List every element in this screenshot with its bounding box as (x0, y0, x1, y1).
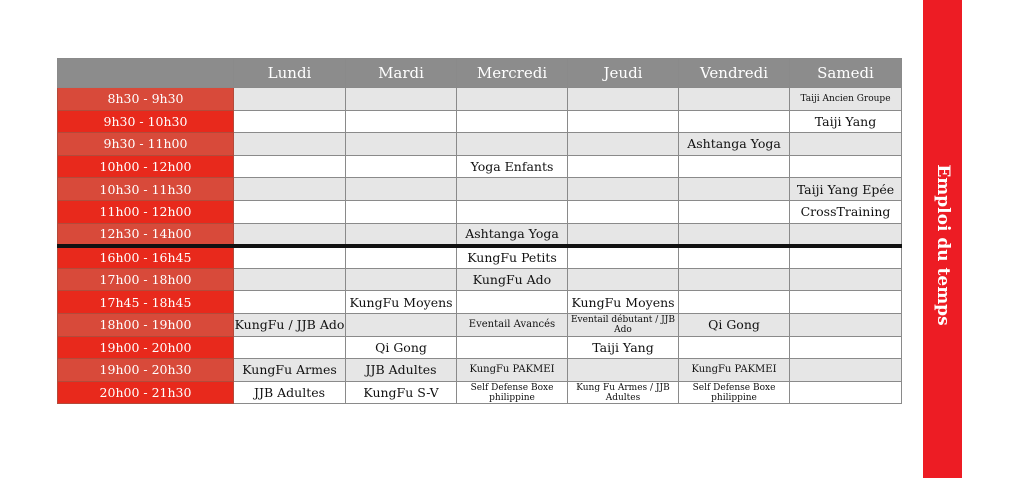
schedule-cell: Taiji Yang (568, 336, 679, 359)
schedule-cell (234, 200, 346, 223)
schedule-cell (234, 133, 346, 156)
table-row (58, 110, 902, 133)
schedule-cell: Qi Gong (679, 313, 790, 336)
table-row (58, 133, 902, 156)
day-header: Mercredi (457, 59, 568, 88)
table-row (58, 223, 902, 246)
schedule-cell (568, 110, 679, 133)
schedule-cell (568, 359, 679, 382)
schedule-cell (790, 359, 902, 382)
schedule-cell (568, 133, 679, 156)
schedule-cell (457, 133, 568, 156)
schedule-cell (790, 223, 902, 246)
schedule-cell (790, 133, 902, 156)
schedule-cell: KungFu / JJB Ado (234, 313, 346, 336)
schedule-cell (457, 178, 568, 201)
day-header: Lundi (234, 59, 346, 88)
schedule-cell (346, 133, 457, 156)
schedule-cell (346, 110, 457, 133)
time-slot: 20h00 - 21h30 (58, 381, 234, 404)
schedule-cell (346, 246, 457, 269)
schedule-cell (346, 155, 457, 178)
schedule-cell (234, 223, 346, 246)
schedule-cell (457, 336, 568, 359)
time-slot: 17h45 - 18h45 (58, 291, 234, 314)
time-slot: 9h30 - 10h30 (58, 110, 234, 133)
schedule-cell: Taiji Ancien Groupe (790, 88, 902, 111)
day-header: Samedi (790, 59, 902, 88)
page-title: Emploi du temps (932, 164, 953, 326)
schedule-cell (234, 268, 346, 291)
schedule-cell (234, 110, 346, 133)
schedule-cell (790, 291, 902, 314)
day-header: Jeudi (568, 59, 679, 88)
schedule-cell: Qi Gong (346, 336, 457, 359)
schedule-cell: KungFu Ado (457, 268, 568, 291)
schedule-cell: Taiji Yang Epée (790, 178, 902, 201)
schedule-cell (346, 200, 457, 223)
schedule-cell: KungFu Armes (234, 359, 346, 382)
schedule-cell: KungFu S-V (346, 381, 457, 404)
schedule-cell (568, 268, 679, 291)
schedule-cell (234, 88, 346, 111)
schedule-cell (679, 268, 790, 291)
schedule-cell: CrossTraining (790, 200, 902, 223)
schedule-cell (457, 291, 568, 314)
table-row (58, 291, 902, 314)
table-row (58, 336, 902, 359)
schedule-cell (790, 313, 902, 336)
schedule-cell: Self Defense Boxe philippine (457, 381, 568, 404)
schedule-cell (568, 88, 679, 111)
schedule-cell (568, 246, 679, 269)
schedule-cell: Yoga Enfants (457, 155, 568, 178)
schedule-cell (346, 88, 457, 111)
schedule-cell (790, 155, 902, 178)
time-slot: 9h30 - 11h00 (58, 133, 234, 156)
time-slot: 8h30 - 9h30 (58, 88, 234, 111)
schedule-cell (790, 336, 902, 359)
schedule-cell: KungFu Moyens (346, 291, 457, 314)
table-row (58, 88, 902, 111)
schedule-cell: Ashtanga Yoga (457, 223, 568, 246)
time-slot: 17h00 - 18h00 (58, 268, 234, 291)
schedule-cell: KungFu Petits (457, 246, 568, 269)
table-row (58, 268, 902, 291)
time-slot: 16h00 - 16h45 (58, 246, 234, 269)
header-corner (58, 59, 234, 88)
sidebar-banner (923, 0, 962, 478)
schedule-cell: Ashtanga Yoga (679, 133, 790, 156)
schedule-cell (679, 200, 790, 223)
schedule-cell: Taiji Yang (790, 110, 902, 133)
schedule-cell (234, 336, 346, 359)
day-header: Mardi (346, 59, 457, 88)
schedule-table (57, 58, 902, 404)
schedule-cell (679, 178, 790, 201)
time-slot: 19h00 - 20h30 (58, 359, 234, 382)
schedule-cell (234, 246, 346, 269)
time-slot: 10h30 - 11h30 (58, 178, 234, 201)
header-row (58, 59, 902, 88)
time-slot: 18h00 - 19h00 (58, 313, 234, 336)
day-header: Vendredi (679, 59, 790, 88)
schedule-cell (679, 110, 790, 133)
schedule-cell (568, 200, 679, 223)
schedule-cell (679, 336, 790, 359)
schedule-cell (234, 155, 346, 178)
schedule-cell (568, 223, 679, 246)
schedule-cell (679, 88, 790, 111)
schedule-cell (679, 291, 790, 314)
table-row (58, 246, 902, 269)
schedule-cell (346, 268, 457, 291)
schedule-cell (568, 178, 679, 201)
time-slot: 12h30 - 14h00 (58, 223, 234, 246)
schedule-cell: JJB Adultes (346, 359, 457, 382)
schedule-cell (234, 291, 346, 314)
schedule-cell: KungFu PAKMEI (679, 359, 790, 382)
schedule-cell (346, 223, 457, 246)
schedule-cell (457, 88, 568, 111)
time-slot: 11h00 - 12h00 (58, 200, 234, 223)
schedule-cell: KungFu PAKMEI (457, 359, 568, 382)
schedule-cell (790, 268, 902, 291)
table-row (58, 359, 902, 382)
schedule-cell: Eventail Avancés (457, 313, 568, 336)
schedule-cell (457, 110, 568, 133)
schedule-cell: Self Defense Boxe philippine (679, 381, 790, 404)
schedule-cell (679, 155, 790, 178)
time-slot: 10h00 - 12h00 (58, 155, 234, 178)
table-row (58, 155, 902, 178)
schedule-cell: KungFu Moyens (568, 291, 679, 314)
schedule-cell (346, 313, 457, 336)
schedule-cell (457, 200, 568, 223)
table-row (58, 200, 902, 223)
time-slot: 19h00 - 20h00 (58, 336, 234, 359)
schedule-cell (234, 178, 346, 201)
schedule-cell: JJB Adultes (234, 381, 346, 404)
schedule-cell (790, 246, 902, 269)
schedule-cell (790, 381, 902, 404)
schedule-cell: Kung Fu Armes / JJB Adultes (568, 381, 679, 404)
table-row (58, 178, 902, 201)
table-row (58, 313, 902, 336)
schedule-cell (679, 223, 790, 246)
schedule-cell (568, 155, 679, 178)
table-row (58, 381, 902, 404)
schedule-cell: Eventail débutant / JJB Ado (568, 313, 679, 336)
schedule-cell (346, 178, 457, 201)
schedule-cell (679, 246, 790, 269)
